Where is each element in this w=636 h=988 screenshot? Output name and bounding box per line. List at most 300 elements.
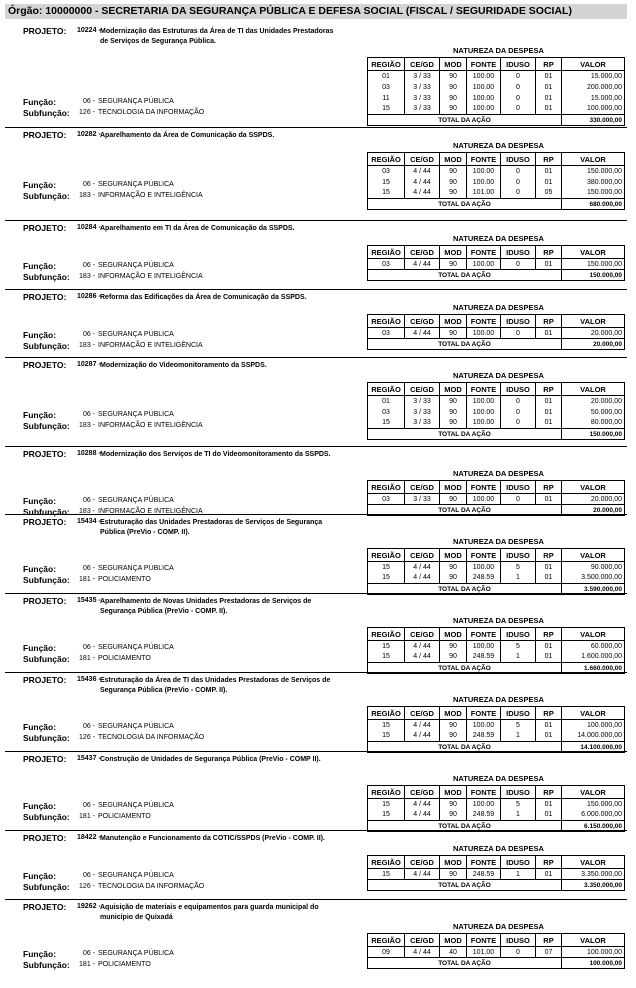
table-cell: 3 / 33 [405, 104, 440, 115]
column-header: MOD [440, 315, 467, 328]
column-header: FONTE [467, 153, 501, 166]
column-header: VALOR [562, 856, 625, 869]
table-cell: 3 / 33 [405, 82, 440, 93]
subfuncao-name: INFORMAÇÃO E INTELIGÊNCIA [98, 508, 203, 515]
table-cell: 150.000,00 [562, 799, 625, 810]
subfuncao-label: Subfunção: [23, 654, 70, 664]
table-row [368, 652, 625, 663]
column-header: CE/GD [405, 707, 440, 720]
table-cell: 248.59 [467, 810, 501, 821]
table-cell: 90 [440, 71, 467, 82]
funcao-label: Função: [23, 564, 57, 574]
table-cell: 3 / 33 [405, 418, 440, 429]
total-value: 150.000,00 [562, 429, 625, 440]
table-cell: 0 [501, 259, 536, 270]
column-header: REGIÃO [368, 856, 405, 869]
projeto-name: Construção de Unidades de Segurança Pública (PreVio - COMP II). [100, 756, 321, 763]
table-cell: 01 [536, 494, 562, 505]
project-block [5, 672, 627, 751]
table-cell: 5 [501, 562, 536, 573]
table-cell: 15 [368, 869, 405, 880]
table-cell: 90 [440, 562, 467, 573]
column-header: MOD [440, 481, 467, 494]
table-cell: 01 [536, 104, 562, 115]
table-cell: 200.000,00 [562, 82, 625, 93]
column-header: CE/GD [405, 315, 440, 328]
column-header: VALOR [562, 786, 625, 799]
column-header: IDUSO [501, 153, 536, 166]
table-cell: 01 [536, 328, 562, 339]
table-cell: 1 [501, 869, 536, 880]
funcao-name: SEGURANÇA PÚBLICA [98, 497, 174, 504]
table-cell: 3 / 33 [405, 93, 440, 104]
expense-table [367, 855, 625, 891]
projeto-name: Aparelhamento de Novas Unidades Prestadoras de Serviços de Segurança Pública (PreVio - COMP. II). [100, 598, 312, 615]
table-cell: 100.00 [467, 93, 501, 104]
table-cell: 0 [501, 104, 536, 115]
column-header: FONTE [467, 786, 501, 799]
table-cell: 90 [440, 93, 467, 104]
subfuncao-code: 181 - [79, 961, 95, 968]
table-row [368, 93, 625, 104]
column-header: REGIÃO [368, 246, 405, 259]
column-header: RP [536, 707, 562, 720]
total-value: 6.150.000,00 [562, 821, 625, 832]
table-cell: 01 [536, 71, 562, 82]
column-header: REGIÃO [368, 628, 405, 641]
subfuncao-label: Subfunção: [23, 575, 70, 585]
funcao-name: SEGURANÇA PÚBLICA [98, 181, 174, 188]
table-cell: 01 [536, 641, 562, 652]
funcao-label: Função: [23, 330, 57, 340]
table-cell: 380.000,00 [562, 177, 625, 188]
table-cell: 100.00 [467, 71, 501, 82]
total-value: 20.000,00 [562, 505, 625, 516]
natureza-title: NATUREZA DA DESPESA [453, 774, 544, 783]
column-header: RP [536, 786, 562, 799]
table-cell: 100.00 [467, 328, 501, 339]
table-cell: 4 / 44 [405, 166, 440, 177]
project-block [5, 220, 627, 282]
table-cell: 1 [501, 810, 536, 821]
table-cell: 4 / 44 [405, 177, 440, 188]
projeto-name: Aparelhamento em TI da Área de Comunicação da SSPDS. [100, 225, 295, 232]
projeto-label: PROJETO: [23, 675, 67, 685]
natureza-title: NATUREZA DA DESPESA [453, 303, 544, 312]
total-row [368, 115, 625, 126]
total-value: 3.350.000,00 [562, 880, 625, 891]
table-cell: 15 [368, 720, 405, 731]
table-cell: 01 [536, 407, 562, 418]
table-cell: 90 [440, 869, 467, 880]
table-cell: 100.00 [467, 177, 501, 188]
table-cell: 90 [440, 494, 467, 505]
table-cell: 3.350.000,00 [562, 869, 625, 880]
natureza-title: NATUREZA DA DESPESA [453, 844, 544, 853]
project-block [5, 289, 627, 351]
column-header: FONTE [467, 856, 501, 869]
column-header: RP [536, 481, 562, 494]
total-value: 100.000,00 [562, 958, 625, 969]
subfuncao-name: INFORMAÇÃO E INTELIGÊNCIA [98, 342, 203, 349]
subfuncao-code: 181 - [79, 576, 95, 583]
total-label: TOTAL DA AÇÃO [368, 821, 562, 832]
total-value: 3.590.000,00 [562, 584, 625, 595]
subfuncao-code: 126 - [79, 734, 95, 741]
column-header: IDUSO [501, 628, 536, 641]
total-label: TOTAL DA AÇÃO [368, 429, 562, 440]
table-cell: 248.59 [467, 869, 501, 880]
projeto-code: 18422 - [77, 834, 101, 841]
natureza-title: NATUREZA DA DESPESA [453, 141, 544, 150]
column-header: CE/GD [405, 934, 440, 947]
subfuncao-code: 183 - [79, 508, 95, 515]
total-value: 150.000,00 [562, 270, 625, 281]
table-cell: 100.00 [467, 494, 501, 505]
table-cell: 4 / 44 [405, 573, 440, 584]
column-header: VALOR [562, 58, 625, 71]
subfuncao-code: 181 - [79, 655, 95, 662]
column-header: VALOR [562, 481, 625, 494]
total-label: TOTAL DA AÇÃO [368, 270, 562, 281]
subfuncao-code: 183 - [79, 273, 95, 280]
column-header: CE/GD [405, 481, 440, 494]
natureza-title: NATUREZA DA DESPESA [453, 616, 544, 625]
column-header: RP [536, 58, 562, 71]
expense-table [367, 480, 625, 516]
table-cell: 248.59 [467, 731, 501, 742]
column-header: MOD [440, 153, 467, 166]
projeto-label: PROJETO: [23, 223, 67, 233]
table-cell: 248.59 [467, 573, 501, 584]
table-cell: 20.000,00 [562, 396, 625, 407]
funcao-code: 06 - [82, 411, 95, 418]
column-header: IDUSO [501, 481, 536, 494]
table-cell: 15 [368, 573, 405, 584]
table-cell: 01 [536, 731, 562, 742]
table-row [368, 188, 625, 199]
projeto-label: PROJETO: [23, 833, 67, 843]
table-cell: 100.000,00 [562, 720, 625, 731]
table-cell: 50.000,00 [562, 407, 625, 418]
funcao-code: 06 - [82, 181, 95, 188]
subfuncao-label: Subfunção: [23, 812, 70, 822]
table-row [368, 71, 625, 82]
natureza-title: NATUREZA DA DESPESA [453, 469, 544, 478]
column-header: VALOR [562, 383, 625, 396]
table-cell: 01 [536, 82, 562, 93]
table-cell: 15 [368, 799, 405, 810]
projeto-code: 10288 - [77, 450, 101, 457]
column-header: FONTE [467, 549, 501, 562]
table-cell: 15 [368, 652, 405, 663]
projeto-code: 10224 - [77, 27, 101, 34]
table-cell: 09 [368, 947, 405, 958]
subfuncao-name: TECNOLOGIA DA INFORMAÇÃO [98, 883, 205, 890]
expense-table [367, 548, 625, 595]
table-cell: 3.500.000,00 [562, 573, 625, 584]
table-cell: 90 [440, 573, 467, 584]
projeto-label: PROJETO: [23, 360, 67, 370]
table-cell: 20.000,00 [562, 328, 625, 339]
column-header: MOD [440, 58, 467, 71]
table-cell: 4 / 44 [405, 188, 440, 199]
table-row [368, 562, 625, 573]
table-cell: 3 / 33 [405, 71, 440, 82]
column-header: FONTE [467, 246, 501, 259]
funcao-code: 06 - [82, 331, 95, 338]
table-row [368, 947, 625, 958]
table-cell: 100.00 [467, 407, 501, 418]
projeto-code: 15435 - [77, 597, 101, 604]
table-cell: 20.000,00 [562, 494, 625, 505]
table-row [368, 810, 625, 821]
table-cell: 0 [501, 71, 536, 82]
table-cell: 100.000,00 [562, 947, 625, 958]
column-header: VALOR [562, 549, 625, 562]
subfuncao-label: Subfunção: [23, 421, 70, 431]
table-cell: 100.00 [467, 799, 501, 810]
table-row [368, 573, 625, 584]
table-cell: 01 [536, 177, 562, 188]
table-cell: 01 [368, 396, 405, 407]
total-row [368, 429, 625, 440]
column-header: FONTE [467, 934, 501, 947]
projeto-code: 10282 - [77, 131, 101, 138]
funcao-name: SEGURANÇA PÚBLICA [98, 565, 174, 572]
funcao-name: SEGURANÇA PÚBLICA [98, 331, 174, 338]
table-cell: 01 [536, 166, 562, 177]
funcao-name: SEGURANÇA PÚBLICA [98, 411, 174, 418]
table-cell: 90 [440, 407, 467, 418]
projeto-label: PROJETO: [23, 902, 67, 912]
column-header: REGIÃO [368, 481, 405, 494]
column-header: FONTE [467, 58, 501, 71]
column-header: REGIÃO [368, 58, 405, 71]
table-cell: 40 [440, 947, 467, 958]
table-cell: 15 [368, 810, 405, 821]
table-cell: 03 [368, 259, 405, 270]
projeto-label: PROJETO: [23, 517, 67, 527]
total-value: 680.000,00 [562, 199, 625, 210]
column-header: MOD [440, 549, 467, 562]
natureza-title: NATUREZA DA DESPESA [453, 537, 544, 546]
table-row [368, 641, 625, 652]
table-cell: 03 [368, 166, 405, 177]
subfuncao-code: 183 - [79, 422, 95, 429]
table-cell: 90 [440, 328, 467, 339]
project-block [5, 514, 627, 593]
column-header: RP [536, 856, 562, 869]
column-header: MOD [440, 934, 467, 947]
table-cell: 15 [368, 562, 405, 573]
table-row [368, 328, 625, 339]
natureza-title: NATUREZA DA DESPESA [453, 922, 544, 931]
column-header: IDUSO [501, 58, 536, 71]
table-cell: 01 [536, 720, 562, 731]
table-cell: 1 [501, 652, 536, 663]
project-block [5, 446, 627, 517]
table-cell: 0 [501, 418, 536, 429]
table-cell: 100.00 [467, 166, 501, 177]
table-cell: 90 [440, 188, 467, 199]
total-label: TOTAL DA AÇÃO [368, 742, 562, 753]
table-cell: 90 [440, 177, 467, 188]
column-header: IDUSO [501, 934, 536, 947]
expense-table [367, 152, 625, 210]
table-cell: 15 [368, 418, 405, 429]
table-cell: 01 [536, 810, 562, 821]
subfuncao-name: POLICIAMENTO [98, 813, 151, 820]
table-cell: 90 [440, 82, 467, 93]
total-label: TOTAL DA AÇÃO [368, 958, 562, 969]
table-cell: 03 [368, 494, 405, 505]
project-block [5, 899, 627, 970]
column-header: REGIÃO [368, 549, 405, 562]
table-cell: 0 [501, 947, 536, 958]
table-cell: 0 [501, 328, 536, 339]
projeto-label: PROJETO: [23, 26, 67, 36]
table-cell: 5 [501, 641, 536, 652]
projeto-label: PROJETO: [23, 449, 67, 459]
table-cell: 0 [501, 82, 536, 93]
projeto-code: 10286 - [77, 293, 101, 300]
table-cell: 01 [536, 93, 562, 104]
subfuncao-name: TECNOLOGIA DA INFORMAÇÃO [98, 734, 205, 741]
table-row [368, 166, 625, 177]
projeto-name: Modernização das Estruturas da Área de TI das Unidades Prestadoras de Serviços de Segurança Pública. [100, 28, 334, 45]
table-cell: 03 [368, 328, 405, 339]
total-row [368, 958, 625, 969]
table-cell: 01 [536, 799, 562, 810]
table-cell: 5 [501, 720, 536, 731]
table-row [368, 104, 625, 115]
table-cell: 4 / 44 [405, 869, 440, 880]
table-cell: 90 [440, 720, 467, 731]
expense-table [367, 382, 625, 440]
funcao-name: SEGURANÇA PÚBLICA [98, 723, 174, 730]
table-cell: 101.00 [467, 188, 501, 199]
table-row [368, 720, 625, 731]
table-cell: 01 [536, 562, 562, 573]
column-header: MOD [440, 856, 467, 869]
table-cell: 03 [368, 407, 405, 418]
funcao-name: SEGURANÇA PÚBLICA [98, 802, 174, 809]
column-header: CE/GD [405, 628, 440, 641]
funcao-code: 06 - [82, 98, 95, 105]
subfuncao-name: POLICIAMENTO [98, 961, 151, 968]
funcao-name: SEGURANÇA PÚBLICA [98, 950, 174, 957]
column-header: VALOR [562, 153, 625, 166]
funcao-code: 06 - [82, 497, 95, 504]
total-row [368, 199, 625, 210]
column-header: CE/GD [405, 58, 440, 71]
natureza-title: NATUREZA DA DESPESA [453, 371, 544, 380]
table-cell: 15.000,00 [562, 71, 625, 82]
column-header: RP [536, 549, 562, 562]
subfuncao-name: POLICIAMENTO [98, 655, 151, 662]
table-cell: 6.000.000,00 [562, 810, 625, 821]
total-label: TOTAL DA AÇÃO [368, 584, 562, 595]
column-header: VALOR [562, 246, 625, 259]
table-row [368, 82, 625, 93]
column-header: REGIÃO [368, 153, 405, 166]
table-cell: 4 / 44 [405, 641, 440, 652]
table-cell: 15 [368, 641, 405, 652]
expense-table [367, 933, 625, 969]
column-header: REGIÃO [368, 315, 405, 328]
projeto-code: 15434 - [77, 518, 101, 525]
column-header: RP [536, 315, 562, 328]
table-row [368, 799, 625, 810]
funcao-label: Função: [23, 801, 57, 811]
column-header: FONTE [467, 383, 501, 396]
column-header: IDUSO [501, 856, 536, 869]
expense-table [367, 245, 625, 281]
subfuncao-label: Subfunção: [23, 507, 70, 517]
table-cell: 100.00 [467, 418, 501, 429]
total-label: TOTAL DA AÇÃO [368, 663, 562, 674]
table-row [368, 418, 625, 429]
projeto-name: Estruturação da Área de TI das Unidades Prestadoras de Serviços de Segurança Pública (PreVio - COMP. II). [100, 677, 331, 694]
column-header: CE/GD [405, 856, 440, 869]
table-cell: 90 [440, 731, 467, 742]
table-cell: 90 [440, 396, 467, 407]
table-cell: 248.59 [467, 652, 501, 663]
column-header: CE/GD [405, 383, 440, 396]
project-block [5, 751, 627, 830]
total-label: TOTAL DA AÇÃO [368, 880, 562, 891]
subfuncao-code: 183 - [79, 192, 95, 199]
subfuncao-label: Subfunção: [23, 191, 70, 201]
column-header: CE/GD [405, 246, 440, 259]
table-cell: 01 [536, 259, 562, 270]
subfuncao-name: INFORMAÇÃO E INTELIGÊNCIA [98, 192, 203, 199]
column-header: IDUSO [501, 315, 536, 328]
table-cell: 100.00 [467, 104, 501, 115]
table-cell: 0 [501, 93, 536, 104]
project-block [5, 127, 627, 208]
funcao-label: Função: [23, 949, 57, 959]
column-header: MOD [440, 383, 467, 396]
project-block [5, 593, 627, 672]
expense-table [367, 627, 625, 674]
projeto-label: PROJETO: [23, 754, 67, 764]
column-header: MOD [440, 707, 467, 720]
column-header: MOD [440, 628, 467, 641]
column-header: RP [536, 934, 562, 947]
projeto-code: 19262 - [77, 903, 101, 910]
column-header: CE/GD [405, 153, 440, 166]
table-cell: 07 [536, 947, 562, 958]
column-header: CE/GD [405, 786, 440, 799]
table-cell: 100.00 [467, 720, 501, 731]
table-cell: 101.00 [467, 947, 501, 958]
column-header: RP [536, 246, 562, 259]
table-row [368, 177, 625, 188]
table-cell: 3 / 33 [405, 396, 440, 407]
funcao-code: 06 - [82, 872, 95, 879]
subfuncao-name: INFORMAÇÃO E INTELIGÊNCIA [98, 273, 203, 280]
table-cell: 1 [501, 731, 536, 742]
table-cell: 150.000,00 [562, 166, 625, 177]
column-header: REGIÃO [368, 383, 405, 396]
table-cell: 5 [501, 799, 536, 810]
table-cell: 150.000,00 [562, 188, 625, 199]
table-cell: 90 [440, 810, 467, 821]
projeto-code: 10284 - [77, 224, 101, 231]
projeto-label: PROJETO: [23, 292, 67, 302]
